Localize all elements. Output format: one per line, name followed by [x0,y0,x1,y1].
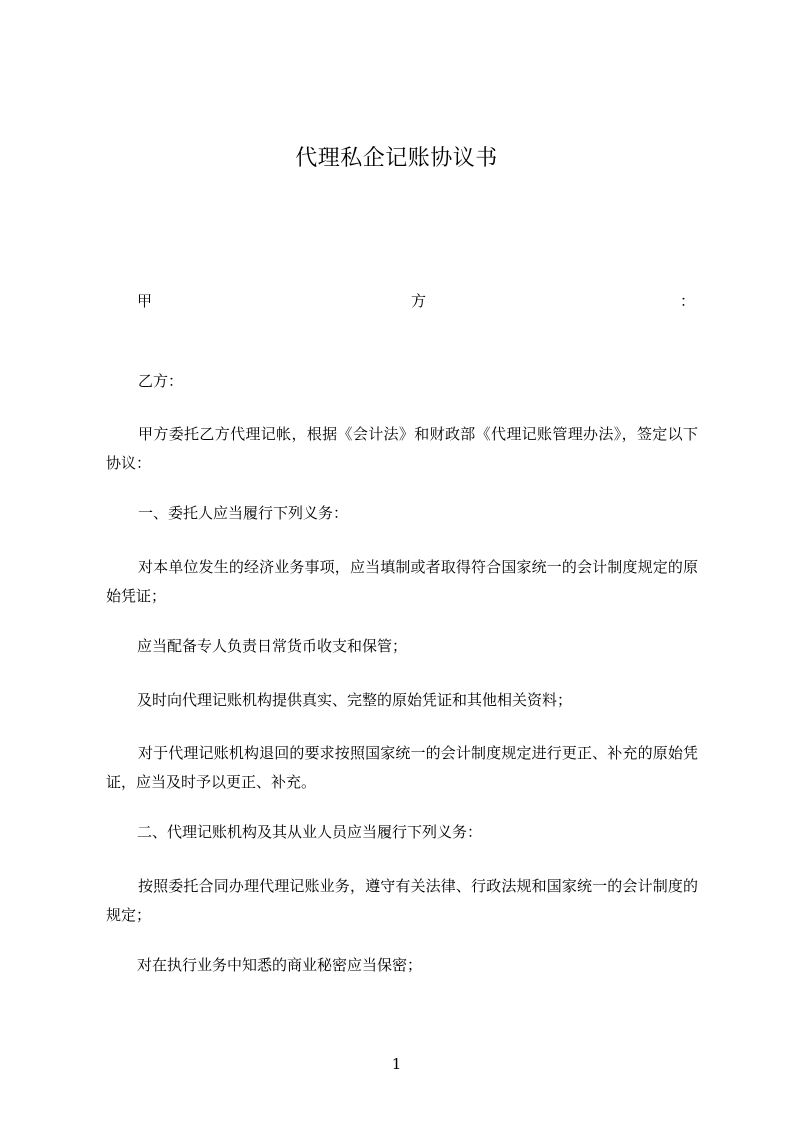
paragraph-clause: 应当配备专人负责日常货币收支和保管； [137,637,408,655]
party-a-line [137,290,695,312]
party-b-line: 乙方： [138,372,184,390]
document-title: 代理私企记账协议书 [295,146,498,171]
paragraph-clause: 及时向代理记账机构提供真实、完整的原始凭证和其他相关资料； [137,691,573,709]
paragraph-clause: 按照委托合同办理代理记账业务，遵守有关法律、行政法规和国家统一的会计制度的规定； [106,877,698,924]
party-a-label-part2: 方 [411,292,427,310]
party-a-label-part1: 甲 [137,292,153,310]
section-heading-1: 一、委托人应当履行下列义务： [138,504,349,522]
party-a-colon: ： [679,292,695,310]
paragraph-clause: 对本单位发生的经济业务事项，应当填制或者取得符合国家统一的会计制度规定的原始凭证； [106,558,698,605]
paragraph-intro: 甲方委托乙方代理记帐，根据《会计法》和财政部《代理记账管理办法》，签定以下协议： [106,425,698,472]
section-heading-2: 二、代理记账机构及其从业人员应当履行下列义务： [137,823,483,841]
paragraph-clause: 对于代理记账机构退回的要求按照国家统一的会计制度规定进行更正、补充的原始凭证，应当及时予以更正、补充。 [106,744,698,791]
paragraph-clause: 对在执行业务中知悉的商业秘密应当保密； [137,956,423,974]
page-number: 1 [391,1055,402,1073]
